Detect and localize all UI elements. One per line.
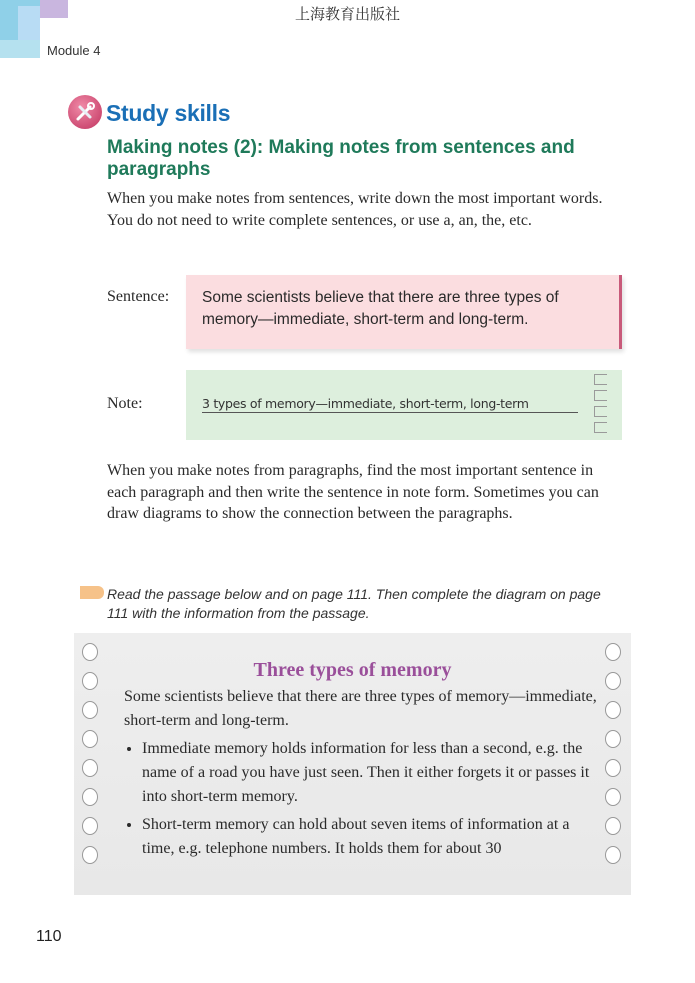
note-example-box <box>186 370 622 440</box>
passage-bullet-list <box>124 737 600 861</box>
passage-body <box>124 685 600 865</box>
box-edge <box>619 275 622 349</box>
task-instruction: Read the passage below and on page 111. Then complete the diagram on page 111 with the information from the passage. <box>107 586 601 621</box>
corner-decoration <box>0 40 40 58</box>
study-skills-tools-icon <box>68 95 102 129</box>
sentence-example-box <box>186 275 622 349</box>
note-label: Note: <box>107 395 143 412</box>
binder-rings-icon <box>594 374 616 438</box>
section-heading: Study skills <box>106 100 231 126</box>
paragraph-tip: When you make notes from paragraphs, find the most important sentence in each paragraph and then write the sentence in note form. Sometimes you can draw diagrams to show the connection between the paragraphs. <box>107 462 599 522</box>
section-subheading: Making notes (2): Making notes from sentences and paragraphs <box>107 137 575 180</box>
sentence-example-text: Some scientists believe that there are three types of memory—immediate, short-term and long-term. <box>202 289 559 328</box>
passage-intro: Some scientists believe that there are three types of memory—immediate, short-term and long-term. <box>124 688 597 729</box>
passage-card <box>74 633 631 895</box>
page-number: 110 <box>36 928 62 945</box>
passage-bullet: • Short-term memory can hold about seven items of information at a time, e.g. telephone numbers. It holds them for about 30 <box>142 813 600 861</box>
publisher-name: 上海教育出版社 <box>294 5 400 23</box>
task-tab-icon <box>80 586 104 599</box>
note-example-text: 3 types of memory—immediate, short-term, long-term <box>202 396 578 413</box>
passage-bullet: • Immediate memory holds information for less than a second, e.g. the name of a road you have just seen. Then it either forgets it or passes it into short-term memory. <box>142 737 600 809</box>
sentence-label: Sentence: <box>107 288 170 305</box>
module-label: Module 4 <box>47 43 101 58</box>
intro-paragraph: When you make notes from sentences, write down the most important words. You do not need to write complete sentences, or use a, an, the, etc. <box>107 190 603 229</box>
passage-title: Three types of memory <box>253 659 452 681</box>
